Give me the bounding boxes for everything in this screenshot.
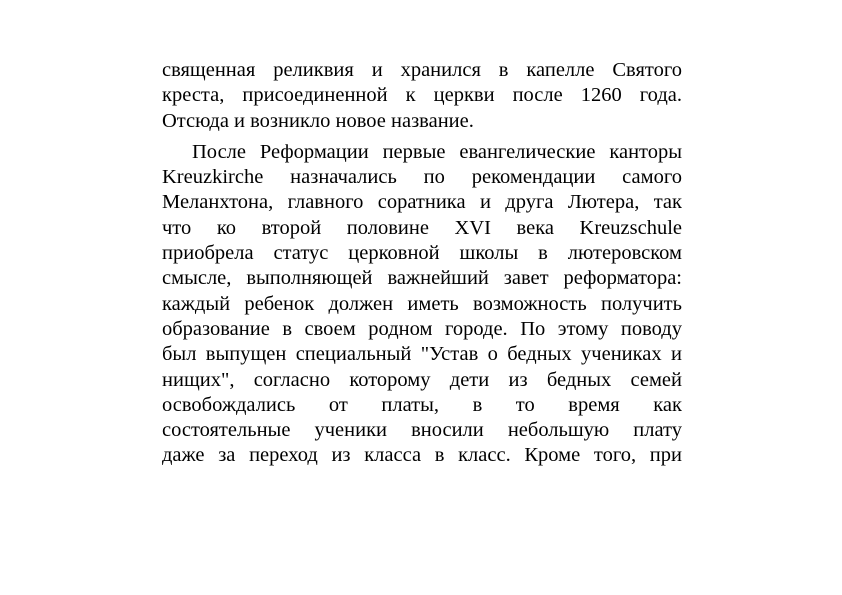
text-line: священная реликвия и хранился в капелле Святого — [162, 59, 682, 81]
text-line: После Реформации первые евангелические канторы — [192, 140, 682, 163]
text-line: освобождались от платы, в то время как — [162, 393, 682, 416]
text-line: даже за переход из класса в класс. Кроме того, при — [162, 444, 682, 467]
text-line: смысле, выполняющей важнейший завет реформатора: — [162, 267, 682, 290]
text-line: Отсюда и возникло новое название. — [162, 109, 474, 132]
text-line: состоятельные ученики вносили небольшую плату — [162, 419, 682, 442]
text-line: образование в своем родном городе. По этому поводу — [162, 317, 682, 340]
text-line: нищих", согласно которому дети из бедных семей — [162, 368, 682, 391]
text-line: Kreuzkirche назначались по рекомендации самого — [162, 166, 682, 189]
text-line: был выпущен специальный "Устав о бедных учениках и — [162, 343, 682, 366]
paragraph-1 — [162, 58, 682, 134]
text-line: приобрела статус церковной школы в лютеровском — [162, 242, 682, 265]
text-line: креста, присоединенной к церкви после 1260 года. — [162, 84, 682, 107]
text-line: Меланхтона, главного соратника и друга Лютера, так — [162, 191, 682, 214]
body-text — [162, 58, 682, 469]
text-line: каждый ребенок должен иметь возможность получить — [162, 292, 682, 315]
text-line: что ко второй половине XVI века Kreuzschule — [162, 216, 682, 239]
paragraph-2 — [162, 140, 682, 469]
